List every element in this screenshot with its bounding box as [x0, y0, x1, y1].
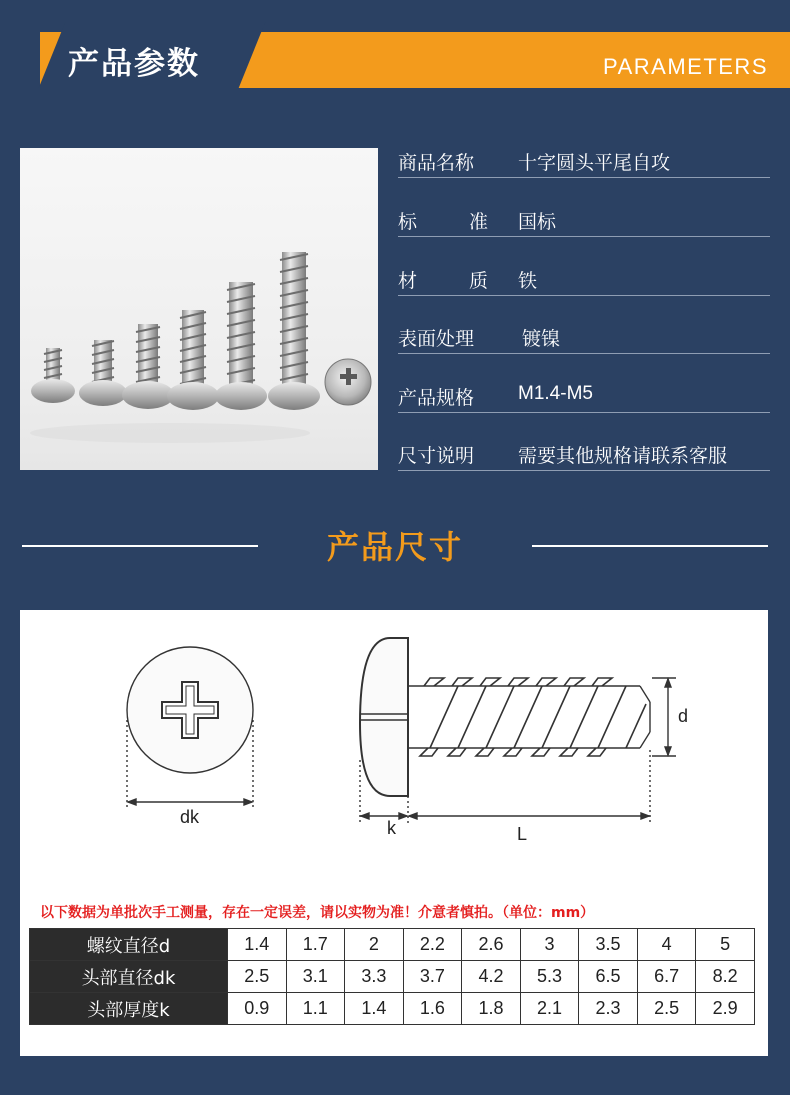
table-cell: 1.1 [286, 993, 345, 1025]
spec-value: 镀镍 [522, 328, 561, 350]
table-cell: 3.5 [579, 929, 638, 961]
spec-key: 产品规格 [398, 387, 475, 409]
spec-key: 标 准 [398, 211, 488, 233]
spec-value: M1.4-M5 [518, 383, 593, 404]
table-cell: 6.5 [579, 961, 638, 993]
table-row [30, 961, 755, 993]
spec-key: 商品名称 [398, 152, 475, 174]
section-title: 产品尺寸 [326, 528, 463, 566]
table-row [30, 929, 755, 961]
table-cell: 5.3 [520, 961, 579, 993]
table-cell: 8.2 [696, 961, 755, 993]
dimension-table [29, 928, 755, 1025]
row-label: 头部直径dk [30, 961, 228, 993]
table-cell: 1.6 [403, 993, 462, 1025]
table-cell: 3 [520, 929, 579, 961]
table-cell: 2.5 [228, 961, 287, 993]
table-cell: 1.4 [228, 929, 287, 961]
spec-key: 表面处理 [398, 328, 475, 350]
table-cell: 3.1 [286, 961, 345, 993]
row-label: 螺纹直径d [30, 929, 228, 961]
table-cell: 6.7 [637, 961, 696, 993]
table-cell: 1.4 [345, 993, 404, 1025]
table-cell: 0.9 [228, 993, 287, 1025]
table-cell: 2.3 [579, 993, 638, 1025]
screws-image [20, 148, 378, 470]
spec-value: 十字圆头平尾自攻 [518, 152, 671, 174]
table-cell: 3.3 [345, 961, 404, 993]
label-k: k [387, 818, 396, 838]
dimension-panel [20, 610, 768, 1056]
product-photo [20, 148, 378, 470]
spec-row-surface [398, 324, 770, 354]
spec-row-size-note [398, 441, 770, 471]
table-cell: 2.2 [403, 929, 462, 961]
label-d: d [678, 706, 689, 726]
table-cell: 2.1 [520, 993, 579, 1025]
table-cell: 4 [637, 929, 696, 961]
spec-value: 需要其他规格请联系客服 [518, 445, 728, 467]
spec-row-specification [398, 383, 770, 413]
table-row [30, 993, 755, 1025]
table-cell: 3.7 [403, 961, 462, 993]
spec-value: 国标 [518, 211, 557, 233]
table-cell: 2.9 [696, 993, 755, 1025]
table-cell: 2 [345, 929, 404, 961]
header-subtitle: PARAMETERS [603, 54, 768, 79]
label-L: L [517, 824, 528, 844]
spec-key: 尺寸说明 [398, 445, 475, 467]
measurement-note: 以下数据为单批次手工测量，存在一定误差，请以实物为准！介意者慎拍。（单位：mm） [40, 905, 595, 921]
label-dk: dk [180, 807, 200, 827]
table-cell: 1.8 [462, 993, 521, 1025]
table-cell: 5 [696, 929, 755, 961]
header-banner [0, 32, 790, 88]
screw-dimension-diagram [20, 610, 768, 900]
spec-row-product-name [398, 148, 770, 178]
table-cell: 1.7 [286, 929, 345, 961]
spec-row-material [398, 266, 770, 296]
table-cell: 4.2 [462, 961, 521, 993]
header-title: 产品参数 [68, 46, 200, 82]
spec-key: 材 质 [398, 270, 488, 292]
table-cell: 2.5 [637, 993, 696, 1025]
row-label: 头部厚度k [30, 993, 228, 1025]
spec-value: 铁 [518, 270, 538, 292]
table-cell: 2.6 [462, 929, 521, 961]
spec-row-standard [398, 207, 770, 237]
